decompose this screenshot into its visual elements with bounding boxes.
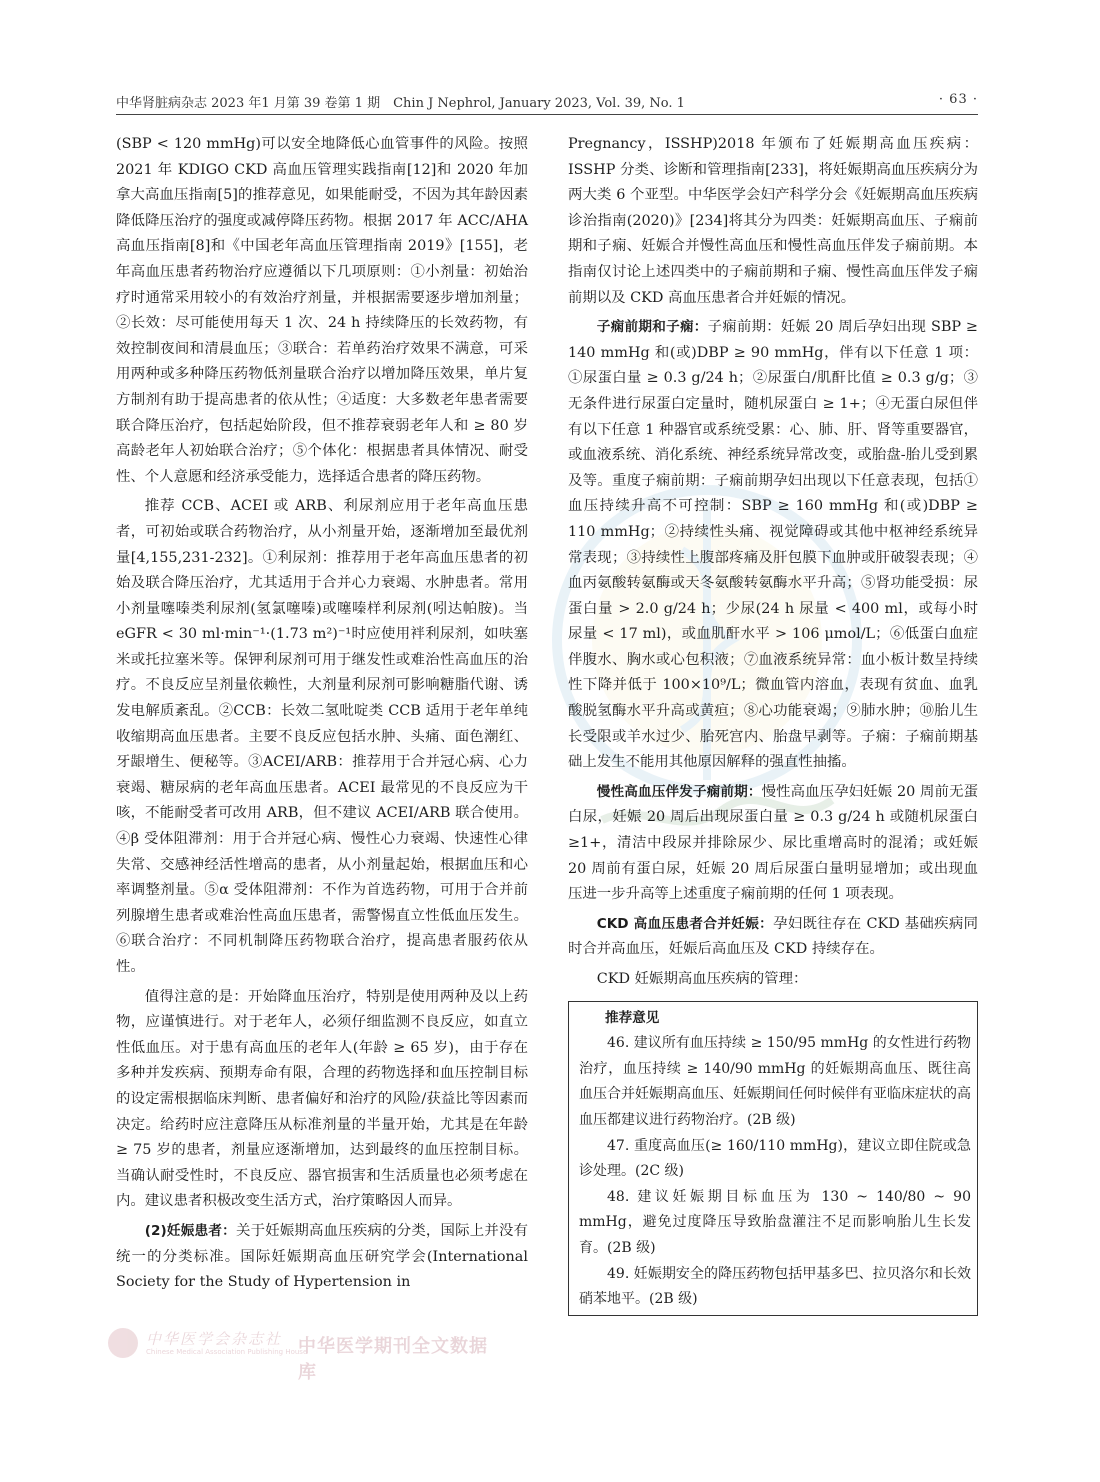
paragraph: 值得注意的是：开始降血压治疗，特别是使用两种及以上药物，应谨慎进行。对于老年人，必须仔细监测不良反应，如直立性低血压。对于患有高血压的老年人(年龄 ≥ 65 岁)，由于存在多种并发疾病、预期寿命有限，合理的药物选择和血压控制目标的设定需根据临床判断、患者偏好和治疗的风险/获益比等因素而决定。给药时应注意降压从标准剂量的半量开始，尤其是在年龄 ≥ 75 岁的患者，剂量应逐渐增加，达到最终的血压控制目标。当确认耐受性时，不良反应、器官损害和生活质量也必须考虑在内。建议患者积极改变生活方式，治疗策略因人而异。 <box>116 988 528 1210</box>
paragraph-text: 子痫前期：妊娠 20 周后孕妇出现 SBP ≥ 140 mmHg 和(或)DBP ≥ 90 mmHg，伴有以下任意 1 项：①尿蛋白量 ≥ 0.3 g/24 h；②尿蛋白/肌酐比值 ≥ 0.3 g/g；③无条件进行尿蛋白定量时，随机尿蛋白 ≥ 1+；④无蛋白尿但伴有以下任意 1 种器官或系统受累：心、肺、肝、肾等重要器官，或血液系统、消化系统、神经系统异常改变，或胎盘-胎儿受到累及等。重度子痫前期：子痫前期孕妇出现以下任意表现，包括①血压持续升高不可控制：SBP ≥ 160 mmHg 和(或)DBP ≥ 110 mmHg；②持续性头痛、视觉障碍或其他中枢神经系统异常表现；③持续性上腹部疼痛及肝包膜下血肿或肝破裂表现；④血丙氨酸转氨酶或天冬氨酸转氨酶水平升高；⑤肾功能受损：尿蛋白量 > 2.0 g/24 h；少尿(24 h 尿量 < 400 ml，或每小时尿量 < 17 ml)，或血肌酐水平 > 106 μmol/L；⑥低蛋白血症伴腹水、胸水或心包积液；⑦血液系统异常：血小板计数呈持续性下降并低于 100×10⁹/L；微血管内溶血，表现有贫血、血乳酸脱氢酶水平升高或黄疸；⑧心功能衰竭；⑨肺水肿；⑩胎儿生长受限或羊水过少、胎死宫内、胎盘早剥等。子痫：子痫前期基础上发生不能用其他原因解释的强直性抽搐。 <box>568 319 978 771</box>
right-column <box>568 132 978 1316</box>
recommendation-item: 47. 重度高血压(≥ 160/110 mmHg)，建议立即住院或急诊处理。(2C 级) <box>579 1137 971 1180</box>
recommendation-item: 46. 建议所有血压持续 ≥ 150/95 mmHg 的女性进行药物治疗，血压持续 ≥ 140/90 mmHg 的妊娠期高血压、既往高血压合并妊娠期高血压、妊娠期间任何时候伴有亚临床症状的高血压都建议进行药物治疗。(2B 级) <box>579 1035 971 1128</box>
running-header <box>116 92 978 114</box>
paragraph: CKD 妊娠期高血压疾病的管理： <box>596 971 808 987</box>
section-heading: 慢性高血压伴发子痫前期： <box>596 783 762 800</box>
paragraph <box>568 780 978 908</box>
section-heading: (2)妊娠患者： <box>144 1222 236 1239</box>
paragraph-text: 慢性高血压孕妇妊娠 20 周前无蛋白尿，妊娠 20 周后出现尿蛋白量 ≥ 0.3 g/24 h 或随机尿蛋白 ≥1+，清洁中段尿并排除尿少、尿比重增高时的混淆；或妊娠 20 周前有蛋白尿，妊娠 20 周后尿蛋白量明显增加；或出现血压进一步升高等上述重度子痫前期的任何 1 项表现。 <box>568 783 979 903</box>
header-rule <box>116 114 978 115</box>
publisher-seal-icon <box>108 1328 138 1358</box>
paragraph <box>568 912 978 963</box>
paragraph: (SBP < 120 mmHg)可以安全地降低心血管事件的风险。按照 2021 年 KDIGO CKD 高血压管理实践指南[12]和 2020 年加拿大高血压指南[5]的推荐意见，如果能耐受，不因为其年龄因素降低降压治疗的强度或减停降压药物。根据 2017 年 ACC/AHA 高血压指南[8]和《中国老年高血压管理指南 2019》[155]，老年高血压患者药物治疗应遵循以下几项原则：①小剂量：初始治疗时通常采用较小的有效治疗剂量，并根据需要逐步增加剂量；②长效：尽可能使用每天 1 次、24 h 持续降压的长效药物，有效控制夜间和清晨血压；③联合：若单药治疗效果不满意，可采用两种或多种降压药物低剂量联合治疗以增加降压效果，单片复方制剂有助于提高患者的依从性；④适度：大多数老年患者需要联合降压治疗，包括起始阶段，但不推荐衰弱老年人和 ≥ 80 岁高龄老年人初始联合治疗；⑤个体化：根据患者具体情况、耐受性、个人意愿和经济承受能力，选择适合患者的降压药物。 <box>116 136 528 485</box>
recommendation-item: 49. 妊娠期安全的降压药物包括甲基多巴、拉贝洛尔和长效硝苯地平。(2B 级) <box>579 1265 971 1308</box>
journal-citation: 中华肾脏病杂志 2023 年1 月第 39 卷第 1 期 Chin J Nephrol, January 2023, Vol. 39, No. 1 <box>116 96 685 111</box>
paragraph <box>568 315 978 776</box>
database-brand: 中华医学期刊全文数据库 <box>298 1336 488 1383</box>
publisher-name-en: Chinese Medical Association Publishing House <box>146 1348 308 1356</box>
publisher-logo <box>108 1326 488 1383</box>
left-column <box>116 132 528 1296</box>
paragraph: 推荐 CCB、ACEI 或 ARB、利尿剂应用于老年高血压患者，可初始或联合药物治疗，从小剂量开始，逐渐增加至最优剂量[4,155,231-232]。①利尿剂：推荐用于老年高血压患者的初始及联合降压治疗，尤其适用于合并心力衰竭、水肿患者。常用小剂量噻嗪类利尿剂(氢氯噻嗪)或噻嗪样利尿剂(吲达帕胺)。当 eGFR < 30 ml·min⁻¹·(1.73 m²)⁻¹时应使用袢利尿剂，如呋塞米或托拉塞米等。保钾利尿剂可用于继发性或难治性高血压的治疗。不良反应呈剂量依赖性，大剂量利尿剂可影响糖脂代谢、诱发电解质紊乱。②CCB：长效二氢吡啶类 CCB 适用于老年单纯收缩期高血压患者。主要不良反应包括水肿、头痛、面色潮红、牙龈增生、便秘等。③ACEI/ARB：推荐用于合并冠心病、心力衰竭、糖尿病的老年高血压患者。ACEI 最常见的不良反应为干咳，不能耐受者可改用 ARB，但不建议 ACEI/ARB 联合使用。④β 受体阻滞剂：用于合并冠心病、慢性心力衰竭、快速性心律失常、交感神经活性增高的患者，从小剂量起始，根据血压和心率调整剂量。⑤α 受体阻滞剂：不作为首选药物，可用于合并前列腺增生患者或难治性高血压患者，需警惕直立性低血压发生。⑥联合治疗：不同机制降压药物联合治疗，提高患者服药依从性。 <box>116 498 528 975</box>
paragraph-text: 孕妇既往存在 CKD 基础疾病同时合并高血压，妊娠后高血压及 CKD 持续存在。 <box>568 915 979 958</box>
recommendation-box <box>568 1001 978 1316</box>
publisher-name: 中华医学会杂志社 <box>146 1330 283 1348</box>
paragraph <box>116 1219 528 1296</box>
section-heading: CKD 高血压患者合并妊娠： <box>596 915 774 932</box>
section-heading: 子痫前期和子痫： <box>596 319 708 336</box>
paragraph-text: 关于妊娠期高血压疾病的分类，国际上并没有统一的分类标准。国际妊娠期高血压研究学会(International Society for the Study of Hypertension in <box>116 1222 528 1291</box>
recommendation-item: 48. 建议妊娠期目标血压为 130 ~ 140/80 ~ 90 mmHg，避免过度降压导致胎盘灌注不足而影响胎儿生长发育。(2B 级) <box>579 1188 971 1256</box>
recommendation-title: 推荐意见 <box>605 1009 660 1026</box>
page-number: · 63 · <box>938 92 978 107</box>
paragraph: Pregnancy，ISSHP)2018 年颁布了妊娠期高血压疾病：ISSHP 分类、诊断和管理指南[233]，将妊娠期高血压疾病分为两大类 6 个亚型。中华医学会妇产科学分会《妊娠期高血压疾病诊治指南(2020)》[234]将其分为四类：妊娠期高血压、子痫前期和子痫、妊娠合并慢性高血压和慢性高血压伴发子痫前期。本指南仅讨论上述四类中的子痫前期和子痫、慢性高血压伴发子痫前期以及 CKD 高血压患者合并妊娠的情况。 <box>568 136 978 306</box>
